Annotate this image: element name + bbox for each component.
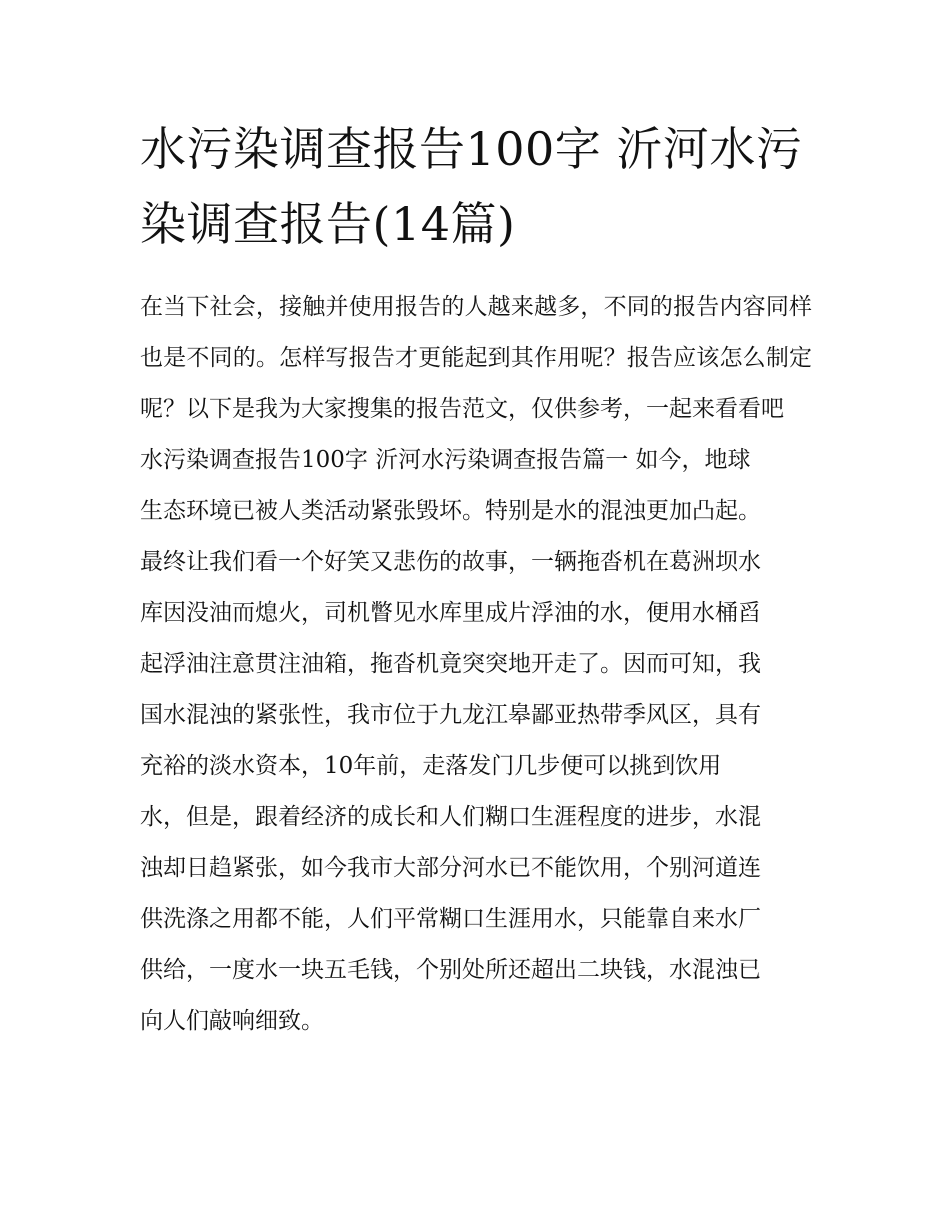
body-line: 最终让我们看一个好笑又悲伤的故事，一辆拖沓机在葛洲坝水	[140, 549, 761, 575]
body-line: 起浮油注意贯注油箱，拖沓机竟突突地开走了。因而可知，我	[140, 651, 761, 677]
intro-paragraph: 在当下社会，接触并使用报告的人越来越多，不同的报告内容同样也是不同的。怎样写报告才更能起到其作用呢？报告应该怎么制定呢？以下是我为大家搜集的报告范文，仅供参考，一起来看看吧	[140, 294, 812, 422]
body-line: 水，但是，跟着经济的成长和人们糊口生涯程度的进步，水混	[140, 804, 761, 830]
document-page	[140, 112, 812, 1047]
body-line: 向人们敲响细致。	[140, 1008, 324, 1034]
body-line: 水污染调查报告100字 沂河水污染调查报告篇一 如今，地球	[140, 447, 751, 473]
body-line: 国水混浊的紧张性，我市位于九龙江皋鄙亚热带季风区，具有	[140, 702, 761, 728]
body-line: 浊却日趋紧张，如今我市大部分河水已不能饮用，个别河道连	[140, 855, 761, 881]
body-line: 生态环境已被人类活动紧张毁坏。特别是水的混浊更加凸起。	[140, 498, 761, 524]
body-line: 库因没油而熄火，司机瞥见水库里成片浮油的水，便用水桶舀	[140, 600, 761, 626]
body-text	[140, 435, 812, 1047]
document-title: 水污染调查报告100字 沂河水污染调查报告(14篇)	[140, 122, 803, 251]
body-line: 充裕的淡水资本，10年前，走落发门几步便可以挑到饮用	[140, 753, 722, 779]
body-line: 供给，一度水一块五毛钱，个别处所还超出二块钱，水混浊已	[140, 957, 761, 983]
body-line: 供洗涤之用都不能，人们平常糊口生涯用水，只能靠自来水厂	[140, 906, 761, 932]
